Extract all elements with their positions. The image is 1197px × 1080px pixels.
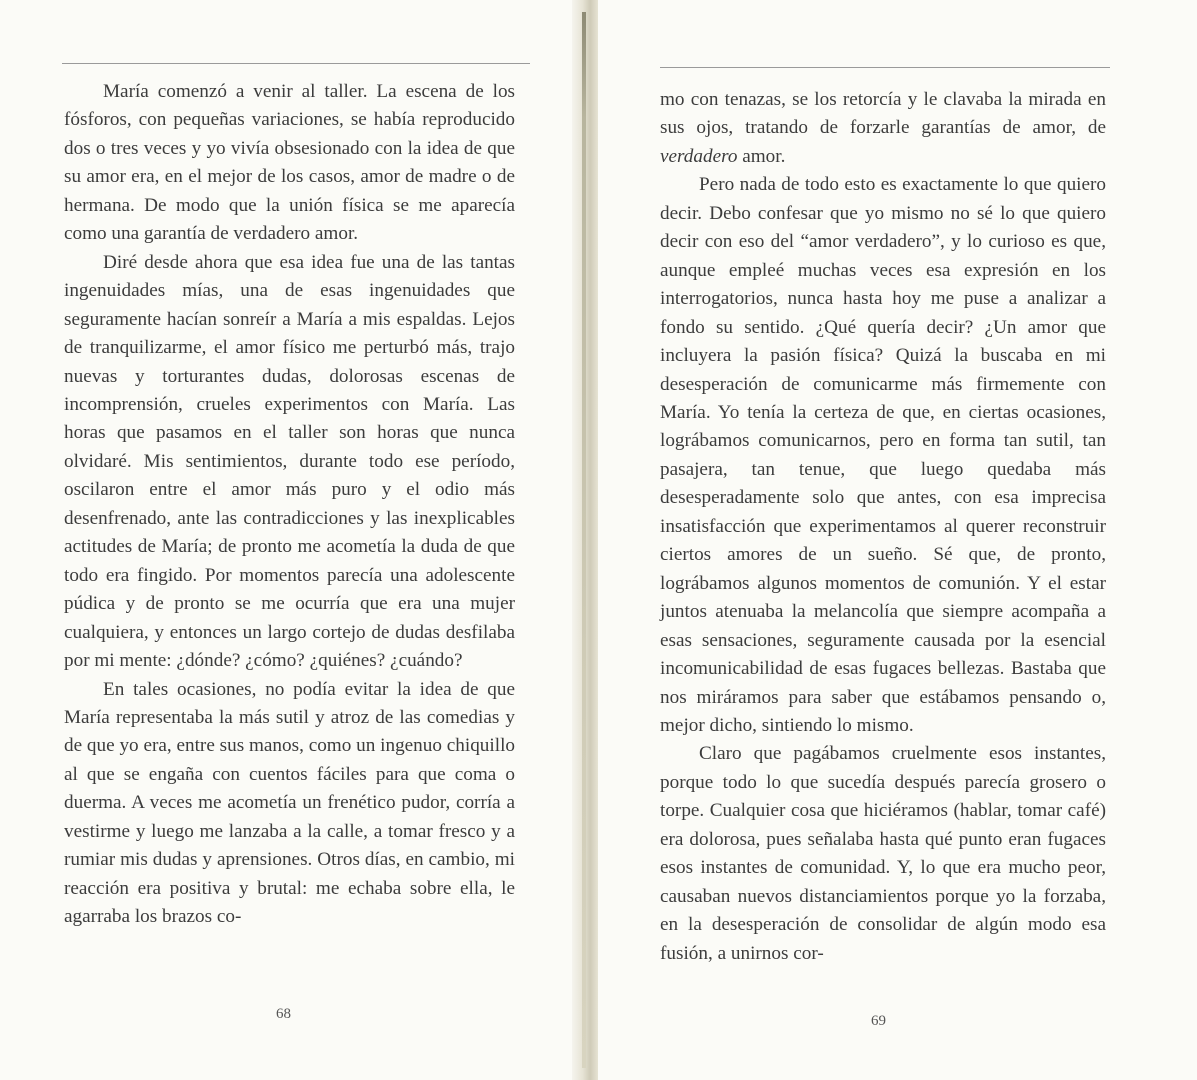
- page-number: 68: [276, 1006, 291, 1022]
- continuation-text-end: amor.: [737, 145, 786, 167]
- paragraph: Claro que pagábamos cruelmente esos instantes, porque todo lo que sucedía después parecía grosero o torpe. Cualquier cosa que hiciéramos (hablar, tomar café) era dolorosa, pues señalaba hasta qué punto eran fugaces esos instantes de comunidad. Y, lo que era mucho peor, causaban nuevos distanciamientos porque yo la forzaba, en la desesperación de consolidar de algún modo esa fusión, a unirnos cor-: [660, 743, 1106, 964]
- paragraph: María comenzó a venir al taller. La escena de los fósforos, con pequeñas variaciones, se había reproducido dos o tres veces y yo vivía obsesionado con la idea de que su amor era, en el mejor de los casos, amor de madre o de hermana. De modo que la unión física se me aparecía como una garantía de verdadero amor.: [64, 81, 515, 245]
- paragraph: En tales ocasiones, no podía evitar la idea de que María representaba la más sutil y atroz de las comedias y de que yo era, entre sus manos, como un ingenuo chiquillo al que se engaña con cuentos fáciles para que coma o duerma. A veces me acometía un frenético pudor, corría a vestirme y luego me lanzaba a la calle, a tomar fresco y a rumiar mis dudas y aprensiones. Otros días, en cambio, mi reacción era positiva y brutal: me echaba sobre ella, le agarraba los brazos co-: [64, 678, 515, 928]
- header-rule: [62, 63, 530, 64]
- right-page-text: [660, 86, 1106, 968]
- paragraph: Pero nada de todo esto es exactamente lo que quiero decir. Debo confesar que yo mismo no sé lo que quiero decir con eso del “amor verdadero”, y lo curioso es que, aunque empleé muchas veces esa expresión en los interrogatorios, nunca hasta hoy me puse a analizar a fondo su sentido. ¿Qué quería decir? ¿Un amor que incluyera la pasión física? Quizá la buscaba en mi desesperación de comunicarme más firmemente con María. Yo tenía la certeza de que, en ciertas ocasiones, lográbamos comunicarnos, pero en forma tan sutil, tan pasajera, tan tenue, que luego quedaba más desesperadamente solo que antes, con esa imprecisa insatisfacción que experimentamos al querer reconstruir ciertos amores de un sueño. Sé que, de pronto, lográbamos algunos momentos de comunión. Y el estar juntos atenuaba la melancolía que siempre acompaña a esas sensaciones, seguramente causada por la esencial incomunicabilidad de esas fugaces bellezas. Bastaba que nos miráramos para saber que estábamos pensando o, mejor dicho, sintiendo lo mismo.: [660, 174, 1106, 736]
- gutter-shadow: [582, 12, 586, 1068]
- paragraph: Diré desde ahora que esa idea fue una de las tantas ingenuidades mías, una de esas ingenuidades que seguramente hacían sonreír a María a mis espaldas. Lejos de tranquilizarme, el amor físico me perturbó más, trajo nuevas y torturantes dudas, dolorosas escenas de incomprensión, crueles experimentos con María. Las horas que pasamos en el taller son horas que nunca olvidaré. Mis sentimientos, durante todo ese período, oscilaron entre el amor más puro y el odio más desenfrenado, ante las contradicciones y las inexplicables actitudes de María; de pronto me acometía la duda de que todo era fingido. Por momentos parecía una adolescente púdica y de pronto se me ocurría que era una mujer cualquiera, y entonces un largo cortejo de dudas desfilaba por mi mente: ¿dónde? ¿cómo? ¿quiénes? ¿cuándo?: [64, 251, 515, 672]
- continuation-paragraph: [660, 86, 1106, 171]
- header-rule: [660, 67, 1110, 68]
- left-page-text: [64, 78, 515, 932]
- continuation-text: mo con tenazas, se los retorcía y le clavaba la mirada en sus ojos, tratando de forzarle garantías de amor, de: [660, 89, 1106, 139]
- emphasis-text: verdadero: [660, 145, 738, 167]
- page-number: 69: [871, 1013, 886, 1029]
- left-page: [0, 0, 588, 1080]
